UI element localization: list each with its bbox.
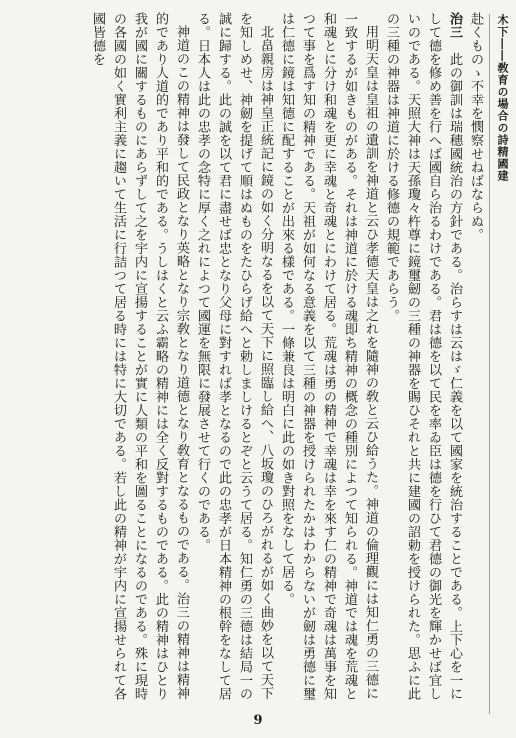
paragraph [276,12,381,702]
header-rule [489,14,490,714]
paragraph [87,12,192,702]
paragraph [465,12,486,702]
section-heading: 治㆔ [447,12,462,39]
running-header: 木下――敎育の場合の詩精國建 [496,14,509,182]
page-number: 9 [253,713,263,728]
paragraph-text: 此の御訓は瑞穗國統治の方針である。治らすは云はゞ仁義を以て國家を統治することである。上下心を一にして德を修め善を行へば國自ら治るわけである。君は德を以て民を率ゐ臣は德を行ひて君德の御光を輝かせば宜しいのである。天照大神は天孫瓊々杵尊に鏡璽劒の三種の神器を賜ひそれと共に建國の詔勅を授けられた。思ふに此の三種の神器は神道に於ける修德の規範であらう。 [384,12,462,701]
paragraph-text: 用明天皇は皇祖の遺訓を神道と云ひ孝德天皇は之れを隨神の敎と云ひ給うた。神道の倫理觀には知仁勇の三德に一致するが如きものがある。それは神道に於ける魂即ち精神の概念の種別によつて知られる。神道では魂を荒魂と和魂とに分け和魂を更に幸魂と奇魂とにわけて居る。荒魂は勇の精神で幸魂は幸を來す仁の精神で奇魂は萬事を知つて事を爲す知の精神である。天祖が如何なる意義を以て三種の神器を授けられたかはわからないが劒は勇德に璽は仁德に鏡は知德に配することが出來る樣である。一條兼良は明白に此の如き對照をなして居る。 [279,12,378,701]
paragraph [381,12,465,702]
paragraph-text: 北畠親房は神皇正統記に鏡の如く分明なるを以て天下に照臨し給へ、八坂瓊のひろがれるが如く曲妙を以て天下を知しめせ、神劒を提げて順はぬものをたひらげ給へと勅しましけるとぞと云うて居る。知仁勇の三德は結局一の誠に歸する。此の誠を以て君に盡せば忠となり父母に對すれば孝となるので此の忠孝が日本精神の根幹をなして居る。日本人は此の忠孝の念特に厚く之れによつて國運を無限に發展させて行くのである。 [195,12,273,701]
paragraph-text: 赴くものゝ不幸を憫察せねばならぬ。 [468,12,483,242]
body-text [16,12,486,702]
paragraph-text: 神道のこの精神は發して民政となり英略となり宗敎となり道德となり敎育となるものである。治㆔の精神は精神的であり人道的であり平和的である。うしはくと云ふ霸略の精神には全く反對するものである。此の精神はひとり我が國に關するものにあらずして之を宇内に宣揚することが實に人類の平和を圖ることになるのである。殊に現時の各國の如く實利主義に趨いて生活に行詰つて居る時には特に大切である。若し此の精神が宇内に宣揚せられて各國皆德を [90,12,189,701]
paragraph [192,12,276,702]
